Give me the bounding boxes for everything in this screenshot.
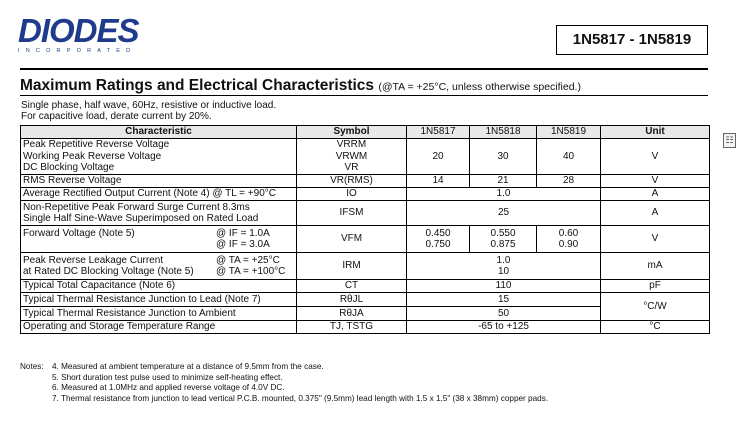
value-text: 1.0 bbox=[496, 254, 511, 266]
table-row bbox=[21, 201, 710, 226]
value-cell: 25 bbox=[407, 201, 601, 226]
symbol-text: VRWM bbox=[335, 150, 368, 162]
characteristic-text: Non-Repetitive Peak Forward Surge Current 8.3ms bbox=[23, 201, 250, 213]
condition-text: @ IF = 1.0A bbox=[216, 227, 270, 239]
note-item: 6. Measured at 1.0MHz and applied reverse voltage of 4.0V DC. bbox=[52, 383, 285, 392]
table-view-icon[interactable]: ☷ bbox=[723, 133, 736, 148]
value-cell bbox=[537, 226, 601, 253]
unit-cell: V bbox=[601, 175, 710, 188]
symbol-cell: RθJL bbox=[297, 293, 407, 307]
unit-cell: pF bbox=[601, 280, 710, 293]
characteristic-cell bbox=[21, 253, 297, 280]
section-condition: (@TA = +25°C, unless otherwise specified.) bbox=[378, 81, 581, 93]
characteristic-cell bbox=[21, 226, 297, 253]
section-title-text: Maximum Ratings and Electrical Characteristics bbox=[20, 77, 375, 94]
symbol-cell: RθJA bbox=[297, 307, 407, 321]
characteristic-cell: Average Rectified Output Current (Note 4) @ TL = +90°C bbox=[21, 188, 297, 201]
characteristic-text: Peak Repetitive Reverse Voltage bbox=[23, 139, 170, 151]
characteristic-cell: RMS Reverse Voltage bbox=[21, 175, 297, 188]
table-row bbox=[21, 139, 710, 175]
unit-cell: V bbox=[601, 139, 710, 175]
characteristic-cell: Typical Thermal Resistance Junction to Lead (Note 7) bbox=[21, 293, 297, 307]
notes-section bbox=[20, 362, 548, 404]
unit-cell: A bbox=[601, 188, 710, 201]
unit-cell: °C bbox=[601, 321, 710, 334]
table-row bbox=[21, 188, 710, 201]
symbol-cell: TJ, TSTG bbox=[297, 321, 407, 334]
characteristic-cell: Operating and Storage Temperature Range bbox=[21, 321, 297, 334]
col-header-unit: Unit bbox=[601, 126, 710, 139]
value-text: 0.875 bbox=[490, 239, 516, 250]
col-header-characteristic: Characteristic bbox=[21, 126, 297, 139]
note-item: 7. Thermal resistance from junction to lead vertical P.C.B. mounted, 0.375" (9.5mm) lead length with 1.5 x 1.5" (38 x 38mm) copper pads. bbox=[52, 393, 549, 403]
section-title bbox=[20, 77, 581, 95]
unit-cell: mA bbox=[601, 253, 710, 280]
header-divider bbox=[20, 68, 708, 70]
value-cell bbox=[407, 253, 601, 280]
value-text: 0.90 bbox=[558, 239, 579, 250]
col-header-1n5818: 1N5818 bbox=[470, 126, 537, 139]
characteristic-text: DC Blocking Voltage bbox=[23, 162, 115, 174]
characteristic-text: Forward Voltage (Note 5) bbox=[23, 227, 135, 239]
unit-cell: °C/W bbox=[601, 293, 710, 321]
unit-cell: A bbox=[601, 201, 710, 226]
characteristic-text: Peak Reverse Leakage Current bbox=[23, 254, 164, 266]
symbol-cell: VFM bbox=[297, 226, 407, 253]
value-cell: 30 bbox=[470, 139, 537, 175]
logo-subtext: INCORPORATED bbox=[18, 48, 137, 54]
value-text: 0.450 bbox=[425, 227, 451, 239]
table-row bbox=[21, 280, 710, 293]
diodes-logo bbox=[18, 12, 158, 56]
characteristic-cell bbox=[21, 201, 297, 226]
symbol-cell: IRM bbox=[297, 253, 407, 280]
unit-cell: V bbox=[601, 226, 710, 253]
value-cell bbox=[470, 226, 537, 253]
characteristic-cell bbox=[21, 139, 297, 175]
subtitle-line-2: For capacitive load, derate current by 20%. bbox=[21, 111, 212, 122]
col-header-1n5817: 1N5817 bbox=[407, 126, 470, 139]
part-number-box: 1N5817 - 1N5819 bbox=[556, 25, 708, 55]
value-text: 0.750 bbox=[425, 239, 451, 250]
value-cell: 21 bbox=[470, 175, 537, 188]
title-underline bbox=[20, 95, 708, 96]
table-row bbox=[21, 321, 710, 334]
characteristic-cell: Typical Total Capacitance (Note 6) bbox=[21, 280, 297, 293]
value-cell: 15 bbox=[407, 293, 601, 307]
value-text: 0.550 bbox=[490, 227, 516, 239]
symbol-cell: VR(RMS) bbox=[297, 175, 407, 188]
logo-wordmark: DIODES bbox=[18, 12, 139, 49]
symbol-cell: IFSM bbox=[297, 201, 407, 226]
value-text: 10 bbox=[497, 266, 510, 277]
value-cell: 20 bbox=[407, 139, 470, 175]
characteristic-text: Single Half Sine-Wave Superimposed on Rated Load bbox=[23, 213, 259, 224]
table-row bbox=[21, 253, 710, 280]
value-cell: 50 bbox=[407, 307, 601, 321]
value-cell bbox=[407, 226, 470, 253]
value-cell: -65 to +125 bbox=[407, 321, 601, 334]
characteristic-text: Working Peak Reverse Voltage bbox=[23, 150, 162, 162]
table-row bbox=[21, 293, 710, 307]
note-item: 5. Short duration test pulse used to minimize self-heating effect. bbox=[52, 372, 283, 382]
col-header-1n5819: 1N5819 bbox=[537, 126, 601, 139]
value-cell: 28 bbox=[537, 175, 601, 188]
symbol-cell: IO bbox=[297, 188, 407, 201]
symbol-cell bbox=[297, 139, 407, 175]
symbol-text: VR bbox=[344, 162, 359, 174]
col-header-symbol: Symbol bbox=[297, 126, 407, 139]
condition-text: @ IF = 3.0A bbox=[216, 239, 270, 250]
symbol-text: VRRM bbox=[336, 139, 367, 151]
table-row bbox=[21, 226, 710, 253]
notes-label: Notes: bbox=[20, 362, 44, 371]
value-text: 0.60 bbox=[558, 227, 579, 239]
note-item: 4. Measured at ambient temperature at a distance of 9.5mm from the case. bbox=[52, 362, 324, 371]
ratings-table bbox=[20, 125, 710, 334]
characteristic-text: at Rated DC Blocking Voltage (Note 5) bbox=[23, 266, 194, 277]
subtitle-line-1: Single phase, half wave, 60Hz, resistive or inductive load. bbox=[21, 100, 277, 111]
value-cell: 110 bbox=[407, 280, 601, 293]
value-cell: 14 bbox=[407, 175, 470, 188]
value-cell: 1.0 bbox=[407, 188, 601, 201]
symbol-cell: CT bbox=[297, 280, 407, 293]
condition-text: @ TA = +100°C bbox=[216, 266, 286, 277]
value-cell: 40 bbox=[537, 139, 601, 175]
condition-text: @ TA = +25°C bbox=[216, 254, 280, 266]
characteristic-cell: Typical Thermal Resistance Junction to Ambient bbox=[21, 307, 297, 321]
table-row bbox=[21, 175, 710, 188]
table-header-row bbox=[21, 126, 710, 139]
